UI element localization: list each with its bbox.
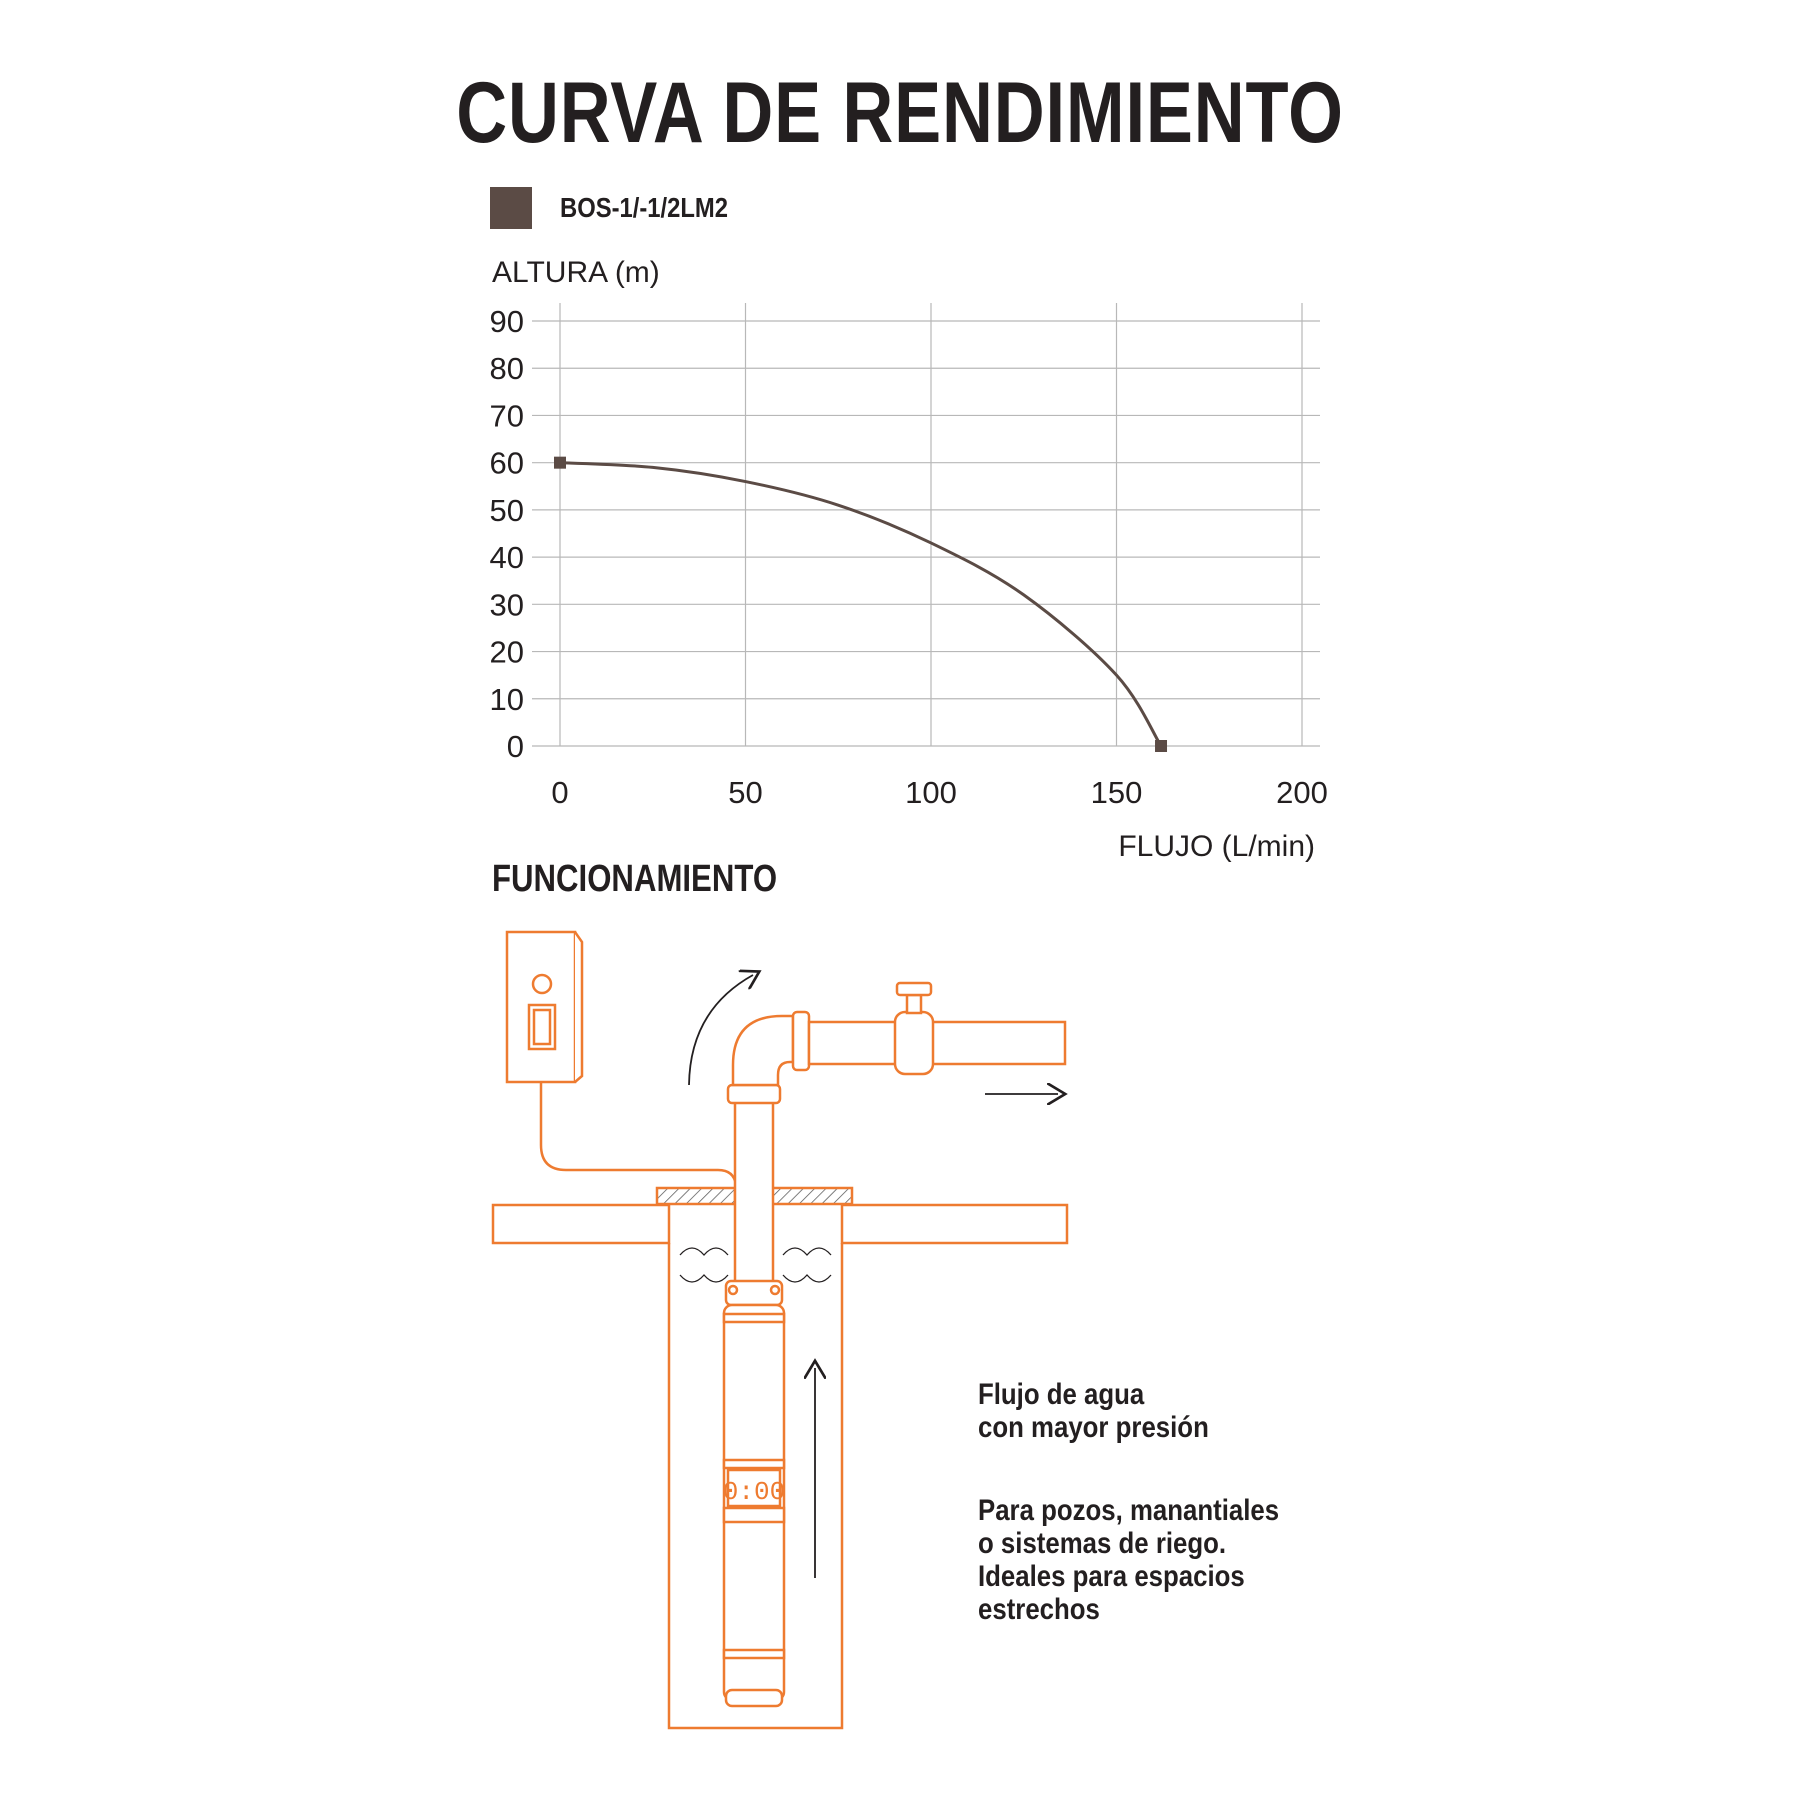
section-title: FUNCIONAMIENTO	[492, 858, 778, 900]
pump-bottom	[726, 1690, 782, 1706]
y-tick-label: 80	[489, 351, 524, 387]
pipe-elbow	[733, 1016, 793, 1085]
control-box-switch-inner	[534, 1010, 550, 1044]
x-tick-label: 200	[1276, 775, 1328, 810]
pump-band-2	[724, 1460, 784, 1468]
y-tick-label: 10	[489, 681, 524, 717]
y-tick-label: 60	[489, 445, 524, 481]
y-tick-label: 0	[506, 729, 524, 764]
y-axis-label: ALTURA (m)	[492, 256, 660, 289]
y-tick-label: 50	[489, 492, 524, 528]
note-line: o sistemas de riego.	[978, 1527, 1227, 1560]
note-line: Ideales para espacios	[978, 1560, 1245, 1593]
pump-display-text: 0:00	[722, 1477, 786, 1507]
power-cable	[541, 1082, 736, 1185]
valve-body	[895, 1012, 933, 1074]
pump-bolt-right	[771, 1286, 779, 1294]
x-tick-label: 50	[728, 775, 763, 810]
elbow-collar	[793, 1012, 809, 1070]
note-pressure	[978, 1378, 1209, 1444]
valve-handle	[897, 983, 931, 995]
chart-title: CURVA DE RENDIMIENTO	[456, 65, 1344, 161]
y-tick-label: 70	[489, 398, 524, 434]
note-uses	[978, 1494, 1279, 1626]
note-line: estrechos	[978, 1593, 1100, 1626]
vertical-pipe	[735, 1102, 773, 1287]
pump-band-3	[724, 1508, 784, 1522]
pump-bolt-left	[729, 1286, 737, 1294]
well-cap-right	[772, 1188, 852, 1204]
note-line: Flujo de agua	[978, 1378, 1145, 1411]
y-tick-label: 30	[489, 587, 524, 623]
note-line: con mayor presión	[978, 1411, 1209, 1444]
pipe-collar	[728, 1085, 780, 1103]
control-box-side	[575, 932, 582, 1082]
pump-band-1	[724, 1314, 784, 1322]
note-line: Para pozos, manantiales	[978, 1494, 1280, 1527]
ground-left	[493, 1205, 669, 1243]
valve-stem	[907, 995, 921, 1013]
pump-band-4	[724, 1650, 784, 1658]
x-tick-label: 150	[1090, 775, 1143, 810]
well-cap-left	[657, 1188, 735, 1204]
x-tick-label: 0	[551, 775, 569, 810]
x-axis-label: FLUJO (L/min)	[1118, 830, 1315, 863]
x-tick-label: 100	[905, 775, 957, 810]
control-box-indicator	[533, 975, 551, 993]
legend-label: BOS-1/-1/2LM2	[560, 192, 728, 223]
y-tick-label: 90	[489, 304, 524, 339]
horizontal-pipe	[809, 1022, 1065, 1064]
ground-right	[842, 1205, 1067, 1243]
y-tick-label: 40	[489, 540, 524, 576]
y-tick-label: 20	[489, 634, 524, 670]
